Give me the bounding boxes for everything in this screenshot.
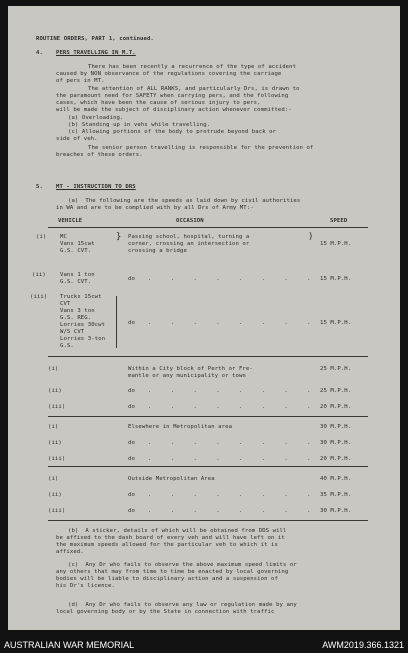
para-c-line: bodies will be liable to disciplinary action and a suspension of <box>56 576 278 582</box>
group-description: Elsewhere in Metropolitan area <box>128 424 233 430</box>
speed-cell: 15 M.P.H. <box>320 320 352 326</box>
row-number: (iii) <box>48 508 66 514</box>
vehicle-cell: Trucks 15cwt <box>60 294 102 300</box>
sec4-item: (a) Overloading. <box>68 115 124 121</box>
occasion-cell: crossing a bridge <box>128 248 187 254</box>
vehicle-cell: G.S. <box>60 343 74 349</box>
sec4-line: breaches of these orders. <box>56 152 143 158</box>
table-header-rule <box>48 227 368 228</box>
para-c-line: his Dr's licence. <box>56 583 115 589</box>
vehicle-cell: MC <box>60 234 67 240</box>
col-vehicle-header: VEHICLE <box>58 218 83 224</box>
table-rule <box>48 416 368 417</box>
col-occasion-header: OCCASION <box>176 218 204 224</box>
para-b-line: (b) A sticker, details of which will be obtained from DDS will <box>68 528 287 534</box>
speed-cell: 35 M.P.H. <box>320 492 352 498</box>
occasion-cell: do <box>128 508 135 514</box>
sec4-item: (c) Allowing portions of the body to protrude beyond back or <box>68 129 277 135</box>
section-4-number: 4. <box>36 50 43 56</box>
para-b-line: the maximum speeds allowed for the particular veh to which it is <box>56 542 278 548</box>
dotted-leader: . . . . . . . . <box>148 456 319 462</box>
row-number: (i) <box>36 234 47 240</box>
vehicle-cell: G.S. CVT. <box>60 248 92 254</box>
para-d-line: local governing body or by the State in connection with traffic <box>56 609 275 615</box>
section-5-number: 5. <box>36 184 43 190</box>
sec4-line: cases, which have been the cause of serious injury to pers, <box>56 100 261 106</box>
brace-line <box>116 296 117 348</box>
speed-cell: 30 M.P.H. <box>320 424 352 430</box>
table-rule <box>48 466 368 467</box>
speed-cell: 15 M.P.H. <box>320 276 352 282</box>
speed-cell: 40 M.P.H. <box>320 476 352 482</box>
sec4-line: The attention of ALL RANKS, and particularly Drs, is drawn to <box>88 86 300 92</box>
para-b-line: affixed. <box>56 549 84 555</box>
row-number: (i) <box>48 366 59 372</box>
occasion-cell: corner, crossing an intersection or <box>128 241 250 247</box>
brace-mark: } <box>116 232 122 242</box>
vehicle-cell: G.S. CVT. <box>60 279 92 285</box>
speed-cell: 20 M.P.H. <box>320 456 352 462</box>
vehicle-cell: W/S CVT <box>60 329 85 335</box>
dotted-leader: . . . . . . . . <box>148 404 319 410</box>
occasion-cell: do <box>128 320 135 326</box>
row-number: (ii) <box>32 272 46 278</box>
sec4-line: the paramount need for SAFETY when carrying pers, and the following <box>56 93 289 99</box>
brace-mark: ) <box>308 232 314 242</box>
occasion-cell: Passing school, hospital, turning a <box>128 234 250 240</box>
footer-accession-id: AWM2019.366.1321 <box>322 640 404 650</box>
group-description: Outside Metropolitan Area <box>128 476 215 482</box>
vehicle-cell: CVT <box>60 301 71 307</box>
para-c-line: any others that may from time to time be enacted by local governing <box>56 569 289 575</box>
para-d-line: (d) Any Dr who fails to observe any law or regulation made by any <box>68 602 297 608</box>
dotted-leader: . . . . . . . . <box>148 320 319 326</box>
sec4-line: will be made the subject of disciplinary action whenever committed:- <box>56 107 292 113</box>
occasion-cell: do <box>128 276 135 282</box>
occasion-cell: do <box>128 404 135 410</box>
speed-cell: 30 M.P.H. <box>320 508 352 514</box>
row-number: (iii) <box>48 456 66 462</box>
dotted-leader: . . . . . . . . <box>148 276 319 282</box>
page-header: ROUTINE ORDERS, PART 1, continued. <box>36 36 154 42</box>
speed-cell: 20 M.P.H. <box>320 404 352 410</box>
vehicle-cell: Lorries 3-ton <box>60 336 106 342</box>
row-number: (ii) <box>48 492 62 498</box>
section-5-title: MT - INSTRUCTION TO DRS <box>56 184 136 190</box>
sec4-line: caused by NON observance of the regulations covering the carriage <box>56 71 282 77</box>
sec4-line: of pers in MT. <box>56 78 105 84</box>
vehicle-cell: Vans 15cwt <box>60 241 95 247</box>
para-c-line: (c) Any Dr who fails to observe the above maximum speed limits or <box>68 562 297 568</box>
row-number: (i) <box>48 424 59 430</box>
table-rule <box>48 356 368 357</box>
document-page <box>8 6 400 630</box>
vehicle-cell: Vans 3 ton <box>60 308 95 314</box>
group-description: mantle or any municipality or town <box>128 373 246 379</box>
sec4-item: side of veh. <box>56 136 98 142</box>
row-number: (ii) <box>48 440 62 446</box>
row-number: (i) <box>48 476 59 482</box>
occasion-cell: do <box>128 492 135 498</box>
sec5-intro: in WA and are to be complied with by all Drs of Army MT:- <box>56 205 254 211</box>
vehicle-cell: Vans 1 ton <box>60 272 95 278</box>
vehicle-cell: Lorries 30cwt <box>60 322 106 328</box>
dotted-leader: . . . . . . . . <box>148 440 319 446</box>
row-number: (iii) <box>30 294 48 300</box>
speed-cell: 25 M.P.H. <box>320 388 352 394</box>
dotted-leader: . . . . . . . . <box>148 388 319 394</box>
occasion-cell: do <box>128 440 135 446</box>
speed-cell: 25 M.P.H. <box>320 366 352 372</box>
sec4-line: The senior person travelling is responsible for the prevention of <box>88 145 314 151</box>
archive-footer <box>0 636 408 653</box>
section-4-title: PERS TRAVELLING IN M.T. <box>56 50 136 56</box>
footer-source: AUSTRALIAN WAR MEMORIAL <box>4 640 135 650</box>
vehicle-cell: G.S. REG. <box>60 315 92 321</box>
occasion-cell: do <box>128 456 135 462</box>
para-b-line: be affixed to the dash board of every veh and will have left on it <box>56 535 285 541</box>
speed-cell: 15 M.P.H. <box>320 241 352 247</box>
sec5-intro: (a) The following are the speeds as laid down by civil authorities <box>68 198 301 204</box>
sec4-item: (b) Standing up in vehs while travelling. <box>68 122 211 128</box>
group-description: Within a City block of Perth or Fre- <box>128 366 253 372</box>
table-rule <box>48 520 368 521</box>
col-speed-header: SPEED <box>330 218 348 224</box>
row-number: (ii) <box>48 388 62 394</box>
dotted-leader: . . . . . . . . <box>148 508 319 514</box>
occasion-cell: do <box>128 388 135 394</box>
speed-cell: 30 M.P.H. <box>320 440 352 446</box>
sec4-line: There has been recently a recurrence of the type of accident <box>88 64 297 70</box>
row-number: (iii) <box>48 404 66 410</box>
dotted-leader: . . . . . . . . <box>148 492 319 498</box>
